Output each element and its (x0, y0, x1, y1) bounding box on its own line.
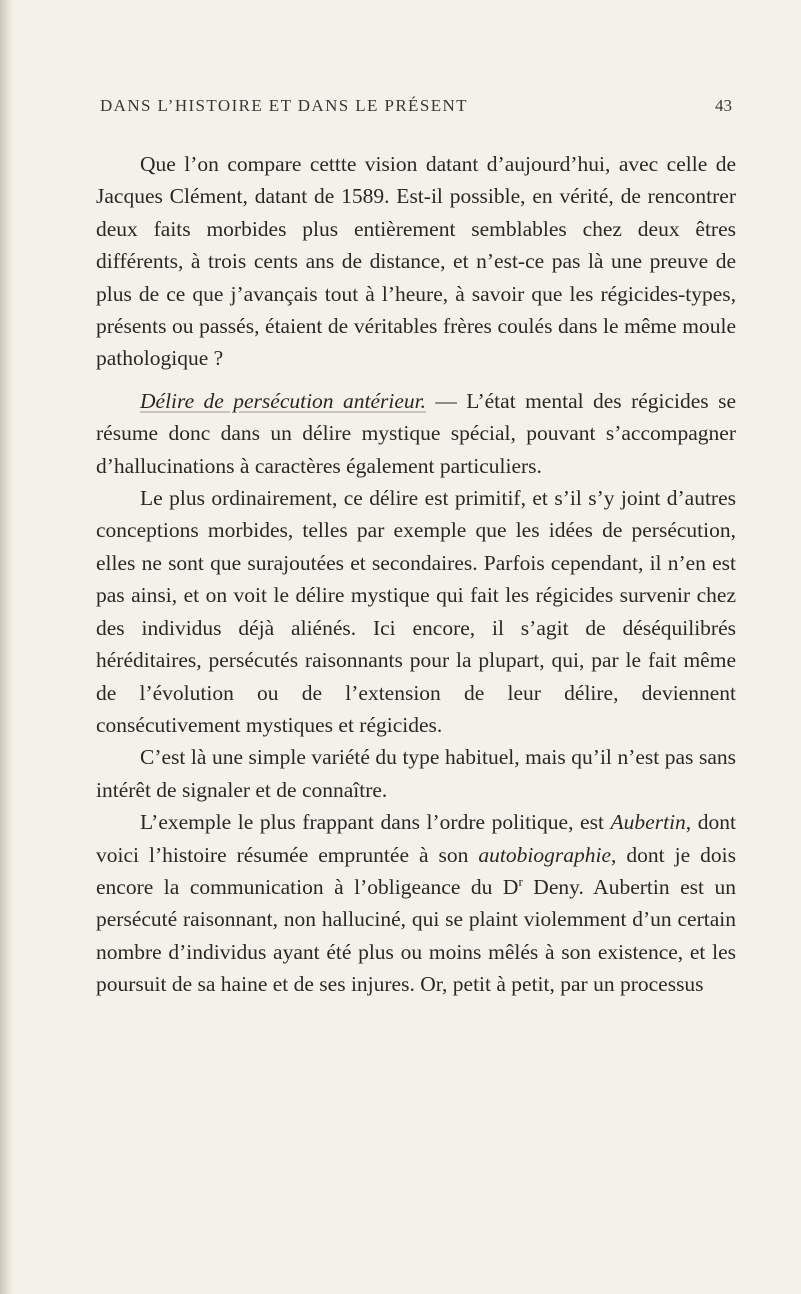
aubertin-text-c: , dont je dois encore la communication à l’obligeance du D (96, 842, 736, 899)
aubertin-name: Aubertin (610, 810, 686, 835)
page-edge-shadow (0, 0, 14, 1294)
running-title: DANS L’HISTOIRE ET DANS LE PRÉSENT (100, 96, 468, 115)
paragraph-primitive-delirium: Le plus ordinairement, ce délire est primitif, et s’il s’y joint d’autres conceptions morbides, telles par exemple que les idées de persécution, elles ne sont que surajoutées et secondaires. Parfois cependant, il n’en est pas ainsi, et on voit le délire mystique qui fait les régicides survenir chez des individus déjà aliénés. Ici encore, il s’agit de déséquilibrés héréditaires, persécutés raisonnants pour la plupart, qui, par le fait même de l’évolution ou de l’extension de leur délire, deviennent consécutivement mystiques et régicides. (96, 486, 736, 737)
section-heading: Délire de persécution antérieur. (140, 388, 426, 413)
body-text (96, 148, 736, 1001)
paragraph-variety: C’est là une simple variété du type habituel, mais qu’il n’est pas sans intérêt de signaler et de connaître. (96, 745, 736, 802)
paragraph-comparison: Que l’on compare cettte vision datant d’aujourd’hui, avec celle de Jacques Clément, datant de 1589. Est-il possible, en vérité, de rencontrer deux faits morbides plus entièrement semblables chez deux êtres différents, à trois cents ans de distance, et n’est-ce pas là une preuve de plus de ce que j’avançais tout à l’heure, à savoir que les régicides-types, présents ou passés, étaient de véritables frères coulés dans le même moule pathologique ? (96, 152, 736, 371)
running-header (100, 96, 732, 120)
page-number: 43 (715, 96, 732, 115)
section-heading-text: — L’état mental des régicides se résume donc dans un délire mystique spécial, pouvant s’accompagner d’hallucinations à caractères également particuliers. (96, 388, 736, 478)
doctor-superscript: r (518, 873, 523, 889)
aubertin-text-d: Deny. Aubertin est un persécuté raisonnant, non halluciné, qui se plaint violemment d’un certain nombre d’individus ayant été plus ou moins mêlés à son existence, et les poursuit de sa haine et de ses injures. Or, petit à petit, par un processus (96, 874, 736, 997)
paragraph-section-heading (96, 385, 736, 482)
aubertin-text-b: , dont voici l’histoire résumée empruntée à son (96, 810, 736, 867)
aubertin-text-a: L’exemple le plus frappant dans l’ordre politique, est (140, 810, 611, 835)
paragraph-aubertin (96, 806, 736, 1000)
autobiography-title: autobiographie (478, 842, 612, 867)
